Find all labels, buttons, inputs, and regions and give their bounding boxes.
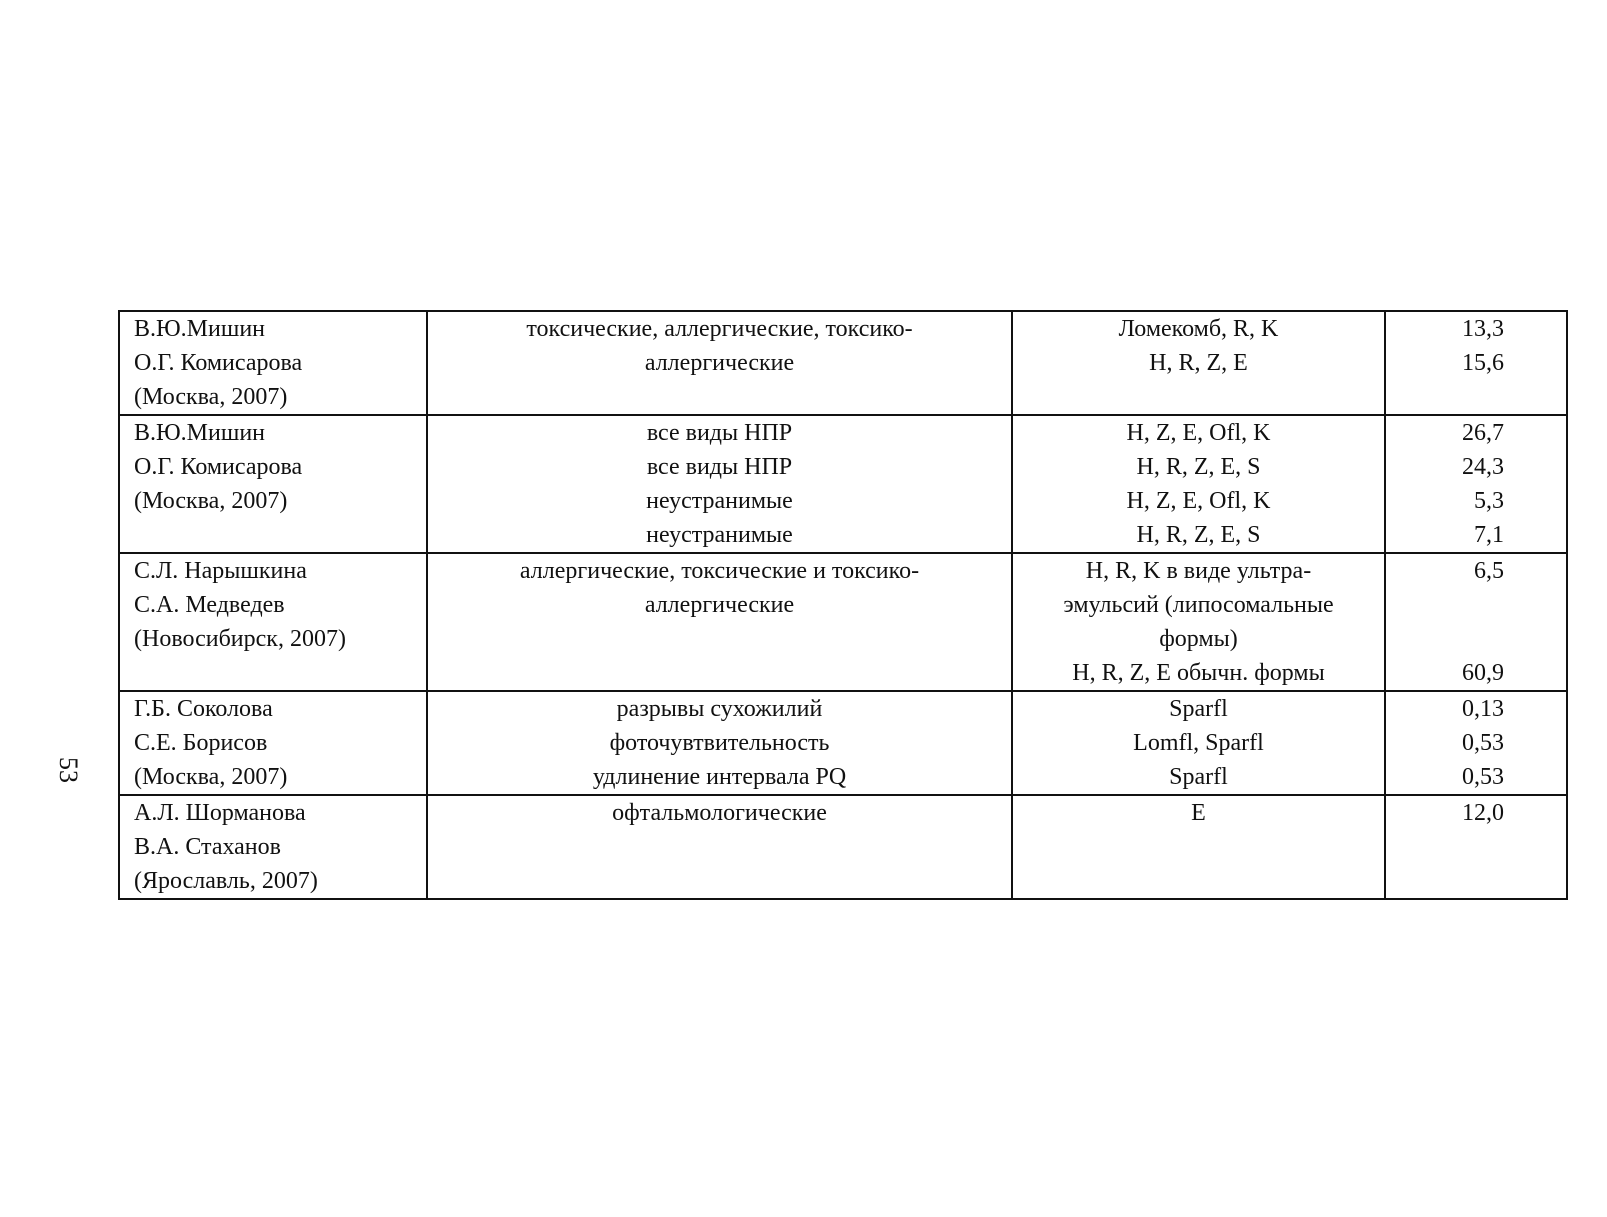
authors-cell xyxy=(119,311,427,415)
drugs-cell xyxy=(1012,553,1385,691)
drugs-cell xyxy=(1012,691,1385,795)
author-line: (Новосибирск, 2007) xyxy=(134,626,346,652)
drug-line: формы) xyxy=(1159,626,1238,652)
value-cell xyxy=(1385,691,1567,795)
reaction-type-line: аллергические xyxy=(644,350,795,376)
reaction-type-line: токсические, аллергические, токсико- xyxy=(526,316,913,342)
drug-line: H, Z, E, Ofl, K xyxy=(1126,420,1271,446)
drug-line: H, R, Z, E, S xyxy=(1136,454,1261,480)
author-line: (Москва, 2007) xyxy=(134,384,288,410)
reaction-type-line: аллергические, токсические и токсико- xyxy=(519,558,920,584)
table-row xyxy=(119,311,1567,415)
reaction-type-line: удлинение интервала PQ xyxy=(592,764,847,790)
drug-line: H, R, Z, E, S xyxy=(1136,522,1261,548)
drug-line: H, R, Z, E обычн. формы xyxy=(1072,660,1325,686)
reaction-type-line: офтальмологические xyxy=(612,800,827,826)
reaction-type-cell xyxy=(427,415,1012,553)
value-line: 60,9 xyxy=(1462,660,1504,686)
value-line: 5,3 xyxy=(1474,488,1504,514)
author-line: (Ярославль, 2007) xyxy=(134,868,318,894)
reaction-type-cell xyxy=(427,691,1012,795)
authors-cell xyxy=(119,691,427,795)
authors-cell xyxy=(119,415,427,553)
table-row xyxy=(119,553,1567,691)
drug-line: Ломекомб, R, K xyxy=(1118,316,1279,342)
author-line: А.Л. Шорманова xyxy=(134,800,306,826)
value-cell xyxy=(1385,795,1567,899)
value-cell xyxy=(1385,553,1567,691)
author-line: Г.Б. Соколова xyxy=(134,696,273,722)
drugs-cell xyxy=(1012,795,1385,899)
author-line: С.Л. Нарышкина xyxy=(134,558,307,584)
value-line: 7,1 xyxy=(1474,522,1504,548)
author-line: (Москва, 2007) xyxy=(134,488,288,514)
value-line xyxy=(1386,622,1566,656)
drug-line: E xyxy=(1191,800,1206,826)
authors-cell xyxy=(119,553,427,691)
value-line: 0,53 xyxy=(1462,764,1504,790)
drug-line: Sparfl xyxy=(1169,696,1228,722)
drug-line: H, R, K в виде ультра- xyxy=(1085,558,1312,584)
value-line: 24,3 xyxy=(1462,454,1504,480)
author-line: В.Ю.Мишин xyxy=(134,316,266,342)
authors-cell xyxy=(119,795,427,899)
reaction-type-line: фоточувтвительность xyxy=(609,730,830,756)
reaction-type-line: разрывы сухожилий xyxy=(616,696,823,722)
value-line: 26,7 xyxy=(1462,420,1504,446)
value-cell xyxy=(1385,311,1567,415)
reaction-type-cell xyxy=(427,311,1012,415)
value-line: 15,6 xyxy=(1462,350,1504,376)
author-line: В.А. Стаханов xyxy=(134,834,281,860)
value-line: 13,3 xyxy=(1462,316,1504,342)
drug-line: Sparfl xyxy=(1169,764,1228,790)
value-line xyxy=(1386,588,1566,622)
reaction-type-line: аллергические xyxy=(644,592,795,618)
reaction-type-line: все виды НПР xyxy=(646,420,793,446)
drug-line: эмульсий (липосомальные xyxy=(1063,592,1334,618)
author-line: С.Е. Борисов xyxy=(134,730,268,756)
drugs-cell xyxy=(1012,415,1385,553)
author-line: С.А. Медведев xyxy=(134,592,285,618)
drug-line: H, R, Z, E xyxy=(1149,350,1248,376)
author-line: В.Ю.Мишин xyxy=(134,420,266,446)
page-number: 53 xyxy=(54,757,83,783)
adverse-reactions-table xyxy=(118,310,1568,900)
value-cell xyxy=(1385,415,1567,553)
reaction-type-cell xyxy=(427,553,1012,691)
table-row xyxy=(119,691,1567,795)
drug-line: H, Z, E, Ofl, K xyxy=(1126,488,1271,514)
drug-line: Lomfl, Sparfl xyxy=(1133,730,1264,756)
reaction-type-line: неустранимые xyxy=(646,522,793,548)
author-line: О.Г. Комисарова xyxy=(134,350,303,376)
author-line: О.Г. Комисарова xyxy=(134,454,303,480)
reaction-type-line: неустранимые xyxy=(646,488,793,514)
drugs-cell xyxy=(1012,311,1385,415)
reaction-type-cell xyxy=(427,795,1012,899)
table-row xyxy=(119,795,1567,899)
value-line: 0,13 xyxy=(1462,696,1504,722)
value-line: 0,53 xyxy=(1462,730,1504,756)
table-row xyxy=(119,415,1567,553)
author-line: (Москва, 2007) xyxy=(134,764,288,790)
value-line: 12,0 xyxy=(1462,800,1504,826)
reaction-type-line: все виды НПР xyxy=(646,454,793,480)
value-line: 6,5 xyxy=(1474,558,1504,584)
